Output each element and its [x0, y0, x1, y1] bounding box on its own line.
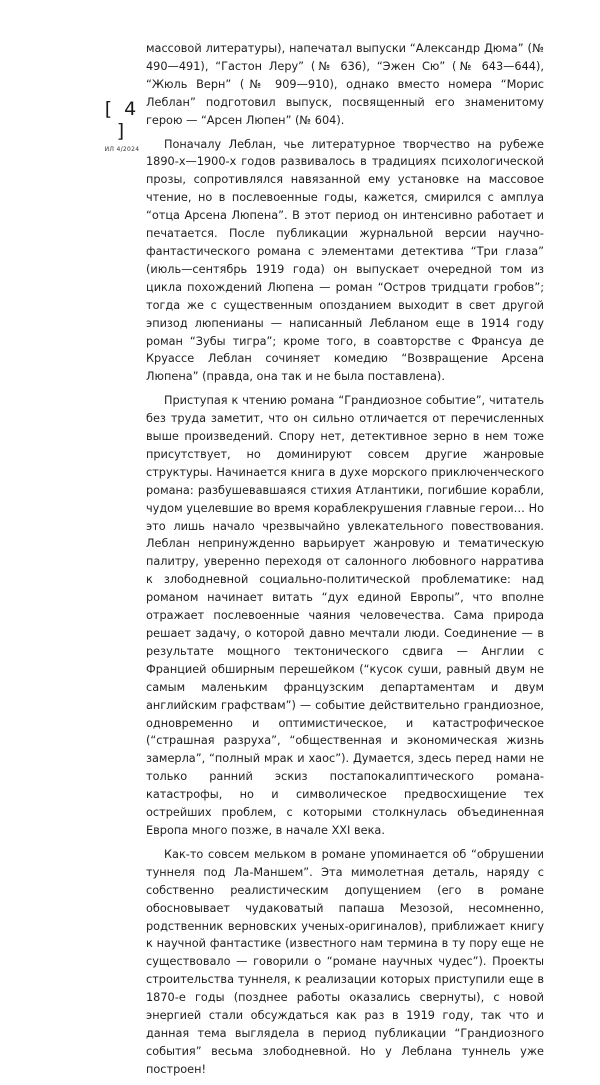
journal-issue-label: ИЛ 4/2024	[104, 146, 140, 153]
paragraph-tunnel: Как-то совсем мельком в романе упоминается об “обрушении туннеля под Ла-Маншем”. Эта мимолетная деталь, наряду с собственно реалистическим допущением (его в романе обосновывает чудаковатый папаша Мезозой, несомненно, родственник верновских ученых-оригиналов), приближает книгу к научной фантастике (известного нам термина в ту пору еще не существовало — говорили о “романе научных чудес”). Проекты строительства туннеля, к реализации которых приступили еще в 1870-е годы (позднее работы оказались свернуты), с новой энергией стали обсуждаться как раз в 1919 году, так что и данная тема выглядела в период публикации “Грандиозного события” весьма злободневной. Но у Леблана туннель уже построен!	[146, 847, 544, 1076]
paragraph-grand-event: Приступая к чтению романа “Грандиозное событие”, читатель без труда заметит, что он сильно отличается от перечисленных выше произведений. Спору нет, детективное зерно в нем тоже присутствует, но доминируют совсем другие жанровые структуры. Начинается книга в духе морского приключенческого романа: разбушевавшаяся стихия Атлантики, погибшие корабли, чудом уцелевшие во время кораблекрушения главные герои… Но это лишь начало чрезвычайно увлекательного повествования. Леблан непринужденно варьирует жанровую и тематическую палитру, уверенно переходя от салонного любовного нарратива к злободневной социально-политической проблематике: над романом начинает витать “дух единой Европы”, что вполне отражает послевоенные чаяния человечества. Сама природа решает задачу, о которой давно мечтали люди. Соединение — в результате мощного тектонического сдвига — Англии с Францией обширным перешейком (“кусок суши, равный двум не самым маленьким французским департаментам и двум английским графствам”) — событие действительно грандиозное, одновременно и оптимистическое, и катастрофическое (“страшная разруха”, “общественная и экономическая жизнь замерла”, “полный мрак и хаос”). Думается, здесь перед нами не только ранний эскиз постапокалиптического романа-катастрофы, но и символическое предвосхищение тех острейших проблем, с которыми столкнулась объединенная Европа много позже, в начале XXI века.	[146, 394, 544, 837]
paragraph-leblan-career: Поначалу Леблан, чье литературное творчество на рубеже 1890-х—1900-х годов развивалось в традициях психологической прозы, сопротивлялся навязанной ему установке на массовое чтение, но в послевоенные годы, кажется, смирился с амплуа “отца Арсена Люпена”. В этот период он интенсивно работает и печатается. После публикации журнальной версии научно-фантастического романа с элементами детектива “Три глаза” (июль—сентябрь 1919 года) он выпускает очередной том из цикла похождений Люпена — роман “Остров тридцати гробов”; тогда же с существенным опозданием выходит в свет другой эпизод люпенианы — написанный Лебланом еще в 1914 году роман “Зубы тигра”; кроме того, в соавторстве с Франсуа де Круассе Леблан сочиняет комедию “Возвращение Арсена Люпена” (правда, она так и не была поставлена).	[146, 137, 544, 384]
article-body	[146, 40, 544, 1085]
paragraph-continuation: массовой литературы), напечатал выпуски “Александр Дюма” (№ 490—491), “Гастон Леру” (№ 636), “Эжен Сю” (№ 643—644), “Жюль Верн” (№ 909—910), однако вместо номера “Морис Леблан” подготовил выпуск, посвященный его знаменитому герою — “Арсен Люпен” (№ 604).	[146, 42, 544, 127]
page-marker	[102, 98, 142, 153]
page-number: [ 4 ]	[104, 98, 140, 142]
